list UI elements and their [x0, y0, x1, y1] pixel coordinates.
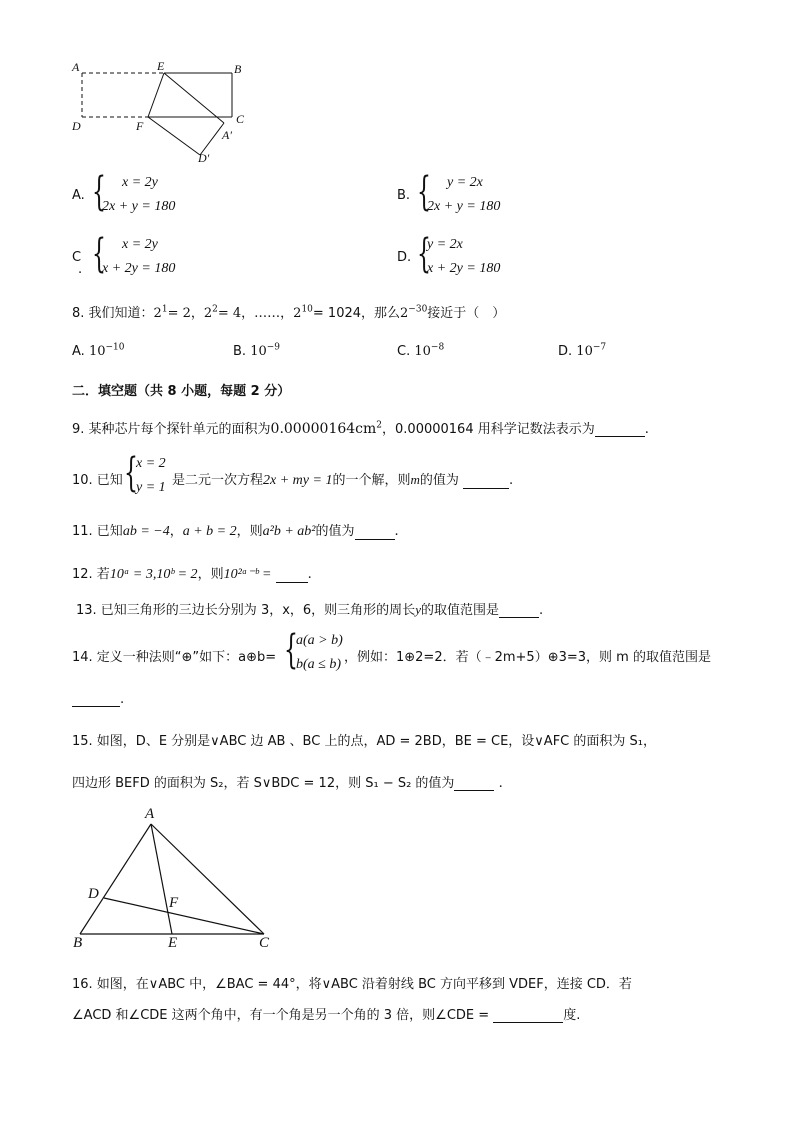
label-E: E [157, 59, 165, 73]
tri-label-F: F [169, 895, 179, 911]
tri-label-A: A [145, 806, 155, 822]
question-15-line2: 四边形 BEFD 的面积为 S₂，若 S∨BDC = 12，则 S₁ − S₂ 的值为 . [72, 776, 503, 791]
q14-answer-blank[interactable] [72, 692, 120, 707]
question-8: 8. 我们知道：$2^1= 2$，$2^2= 4$，……，$2^{10}= 1024$，那么$2^{-30}$接近于（ ） [72, 304, 506, 321]
option-d-label[interactable]: D. [397, 250, 412, 265]
q8-option-d[interactable]: D. $10^{-7}$ [558, 342, 607, 359]
option-a-eq2: 2x + y = 180 [102, 199, 176, 214]
q10-eq2: y = 1 [136, 480, 166, 495]
question-14-suffix: ，例如：1⊕2=2．若（﹣2m+5）⊕3=3，则 m 的取值范围是 [344, 650, 711, 665]
label-F: F [136, 119, 144, 133]
option-c-eq1: x = 2y [122, 237, 158, 252]
question-16-line2: ∠ACD 和∠CDE 这两个角中，有一个角是另一个角的 3 倍，则∠CDE = 度. [72, 1008, 581, 1023]
label-D: D [72, 119, 81, 133]
label-C: C [236, 112, 245, 126]
question-10: 10. 已知 [72, 473, 123, 488]
section-2-title: 二．填空题（共 8 小题，每题 2 分） [72, 384, 291, 399]
brace-b: { [417, 169, 431, 215]
q8-option-b[interactable]: B. $10^{-9}$ [233, 342, 281, 359]
question-11: 11. 已知ab = −4，a + b = 2，则a²b + ab²的值为 . [72, 524, 399, 539]
question-12: 12. 若10ᵃ = 3,10ᵇ = 2，则10²ᵃ⁻ᵇ = . [72, 567, 312, 582]
tri-label-B: B [73, 935, 83, 951]
question-13: 13. 已知三角形的三边长分别为 3，x，6，则三角形的周长y的取值范围是 . [76, 602, 544, 618]
q12-answer-blank[interactable] [276, 568, 308, 583]
label-A: A [72, 60, 80, 74]
option-c-label[interactable]: C [72, 250, 82, 265]
question-14-answer: . [72, 692, 124, 707]
question-15-line1: 15. 如图，D、E 分别是∨ABC 边 AB 、BC 上的点，AD = 2BD，BE = CE，设∨AFC 的面积为 S₁， [72, 734, 656, 749]
tri-label-C: C [259, 935, 270, 951]
question-10-rest: 是二元一次方程2x + my = 1的一个解，则m的值为 . [172, 472, 514, 488]
option-c-dot: . [78, 262, 83, 277]
brace-d: { [417, 231, 431, 277]
q13-answer-blank[interactable] [499, 603, 539, 618]
q8-option-c[interactable]: C. $10^{-8}$ [397, 342, 445, 359]
q10-brace: { [124, 450, 138, 496]
option-b-eq2: 2x + y = 180 [427, 199, 501, 214]
option-b-label[interactable]: B. [397, 188, 411, 203]
triangle-abc-figure [70, 808, 290, 958]
q11-answer-blank[interactable] [355, 525, 395, 540]
option-b-eq1: y = 2x [447, 175, 483, 190]
q10-eq1: x = 2 [136, 456, 166, 471]
q10-answer-blank[interactable] [463, 474, 509, 489]
question-16-line1: 16. 如图，在∨ABC 中，∠BAC = 44°，将∨ABC 沿着射线 BC 方向平移到 VDEF，连接 CD．若 [72, 977, 632, 992]
question-14-prefix: 14. 定义一种法则“⊕”如下：a⊕b= [72, 650, 277, 665]
q8-option-a[interactable]: A. $10^{-10}$ [72, 342, 125, 359]
option-a-eq1: x = 2y [122, 175, 158, 190]
brace-c: { [92, 231, 106, 277]
tri-label-D: D [88, 886, 99, 902]
q14-case2: b(a ≤ b) [296, 657, 342, 672]
q9-answer-blank[interactable] [595, 422, 645, 437]
tri-label-E: E [168, 935, 178, 951]
question-9: 9. 某种芯片每个探针单元的面积为$0.00000164cm^2$，0.00000164 用科学记数法表示为 . [72, 420, 649, 437]
label-D-prime: D′ [198, 151, 210, 165]
q15-answer-blank[interactable] [454, 776, 494, 791]
brace-a: { [92, 169, 106, 215]
option-d-eq2: x + 2y = 180 [427, 261, 501, 276]
q16-answer-blank[interactable] [493, 1008, 563, 1023]
q14-case1: a(a > b) [296, 633, 343, 648]
option-d-eq1: y = 2x [427, 237, 463, 252]
option-a-label[interactable]: A. [72, 188, 85, 203]
q14-brace: { [284, 627, 298, 673]
label-B: B [234, 62, 242, 76]
label-A-prime: A′ [222, 128, 232, 142]
option-c-eq2: x + 2y = 180 [102, 261, 176, 276]
